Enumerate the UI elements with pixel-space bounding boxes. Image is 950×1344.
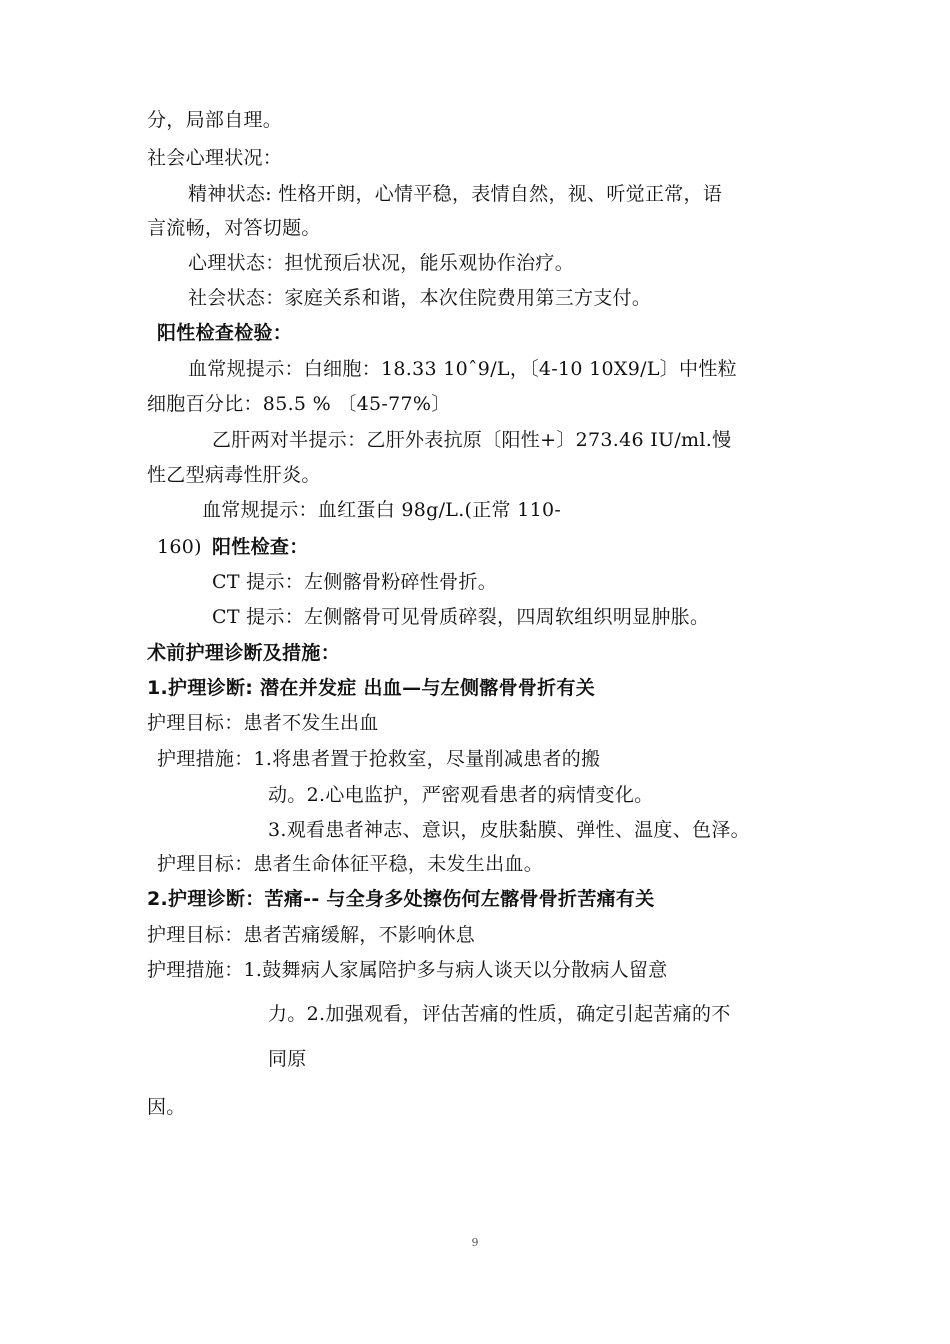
text-line: 分，局部自理。 (147, 109, 283, 131)
page-number: 9 (471, 1236, 479, 1249)
text-line: 细胞百分比：85.5 % 〔45-77%〕 (147, 393, 451, 415)
text-line: 护理措施：1.鼓舞病人家属陪护多与病人谈天以分散病人留意 (147, 959, 668, 981)
heading-diagnosis-2: 2.护理诊断：苦痛-- 与全身多处擦伤何左髂骨骨折苦痛有关 (147, 888, 655, 910)
text-line: 心理状态：担忧预后状况，能乐观协作治疗。 (188, 252, 575, 274)
heading-diagnosis-1: 1.护理诊断: 潜在并发症 出血—与左侧髂骨骨折有关 (147, 677, 596, 699)
text-line: 力。2.加强观看，评估苦痛的性质，确定引起苦痛的不 (268, 1003, 731, 1025)
text-line: 动。2.心电监护，严密观看患者的病情变化。 (268, 784, 654, 806)
text-line: 精神状态: 性格开朗，心情平稳，表情自然，视、听觉正常，语 (188, 183, 723, 205)
text-line: 护理目标：患者生命体征平稳，未发生出血。 (157, 853, 544, 875)
heading-preop-nursing: 术前护理诊断及措施： (147, 642, 341, 664)
text-line: 言流畅，对答切题。 (147, 217, 321, 239)
section-label-social-psych: 社会心理状况： (147, 147, 283, 169)
text-line: 血常规提示：血红蛋白 98g/L.(正常 110- (202, 499, 562, 521)
text-line: CT 提示：左侧髂骨粉碎性骨折。 (212, 571, 498, 593)
text-line: 乙肝两对半提示：乙肝外表抗原〔阳性+〕273.46 IU/ml.慢 (212, 429, 732, 451)
text-line: CT 提示：左侧髂骨可见骨质碎裂，四周软组织明显肿胀。 (212, 606, 710, 628)
text-line: 3.观看患者神志、意识，皮肤黏膜、弹性、温度、色泽。 (268, 819, 750, 841)
heading-positive-exam: 阳性检查： (212, 536, 309, 558)
text-line: 因。 (147, 1096, 186, 1118)
text-line: 性乙型病毒性肝炎。 (147, 464, 321, 486)
heading-positive-tests: 阳性检查检验： (157, 322, 293, 344)
text-line: 同原 (268, 1048, 307, 1070)
text-line: 社会状态：家庭关系和谐，本次住院费用第三方支付。 (188, 287, 652, 309)
text-line: 血常规提示：白细胞：18.33 10ˆ9/L，〔4-10 10X9/L〕中性粒 (188, 358, 737, 380)
text-line: 护理目标：患者不发生出血 (147, 712, 379, 734)
text-line: 护理目标：患者苦痛缓解，不影响休息 (147, 924, 476, 946)
text-line: 160) (157, 536, 202, 558)
text-line: 护理措施：1.将患者置于抢救室，尽量削减患者的搬 (157, 748, 601, 770)
